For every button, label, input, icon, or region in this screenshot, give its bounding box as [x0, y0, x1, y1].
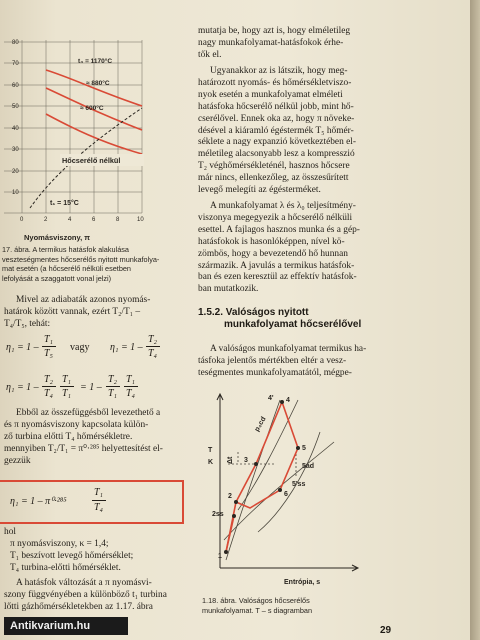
t1-label: t₁ = 15°C: [50, 200, 79, 207]
formula-denominator: T₄: [94, 502, 104, 513]
caption-line: lefolyását a szaggatott vonal jelzi): [2, 273, 112, 283]
text-line: A valóságos munkafolyamat termikus ha-: [210, 344, 367, 354]
label-3: 3: [244, 457, 248, 464]
point-2ss: [232, 514, 236, 518]
eq-lhs: η₁ = 1 –: [6, 382, 39, 393]
y-tick: 80: [12, 40, 19, 46]
text-line: tásfoka jelentős mértékben eltér a vesz-: [198, 355, 347, 366]
x-tick: 6: [92, 217, 96, 223]
label-delta-t: Δt: [227, 456, 234, 464]
label-5: 5: [302, 445, 306, 452]
eq-numerator: T₂: [148, 334, 158, 345]
formula-numerator: T₁: [94, 487, 104, 498]
y-tick: 50: [12, 104, 19, 110]
s-axis-label: Entrópia, s: [284, 579, 321, 586]
legend-line: T₄ turbina-előtti hőmérséklet.: [10, 562, 121, 573]
text-line: nagy munkafolyamat-hatásfokok érhe-: [198, 37, 344, 48]
text-line: gezzük: [4, 455, 31, 466]
y-tick: 40: [12, 126, 19, 132]
legend-line: hol: [4, 527, 16, 537]
x-tick: 2: [44, 217, 48, 223]
eq-denominator: T₅: [44, 348, 54, 359]
text-line: méletileg alacsonyabb lesz a kompresszió: [198, 149, 355, 160]
label-2: 2: [228, 493, 232, 500]
formula-lhs: η₁ = 1 – π⁰·²⁸⁵: [10, 496, 67, 507]
caption-line: 1.18. ábra. Valóságos hőcserélős: [202, 596, 310, 605]
text-line: már nincs, ellenkezőleg, az összesűrített: [198, 173, 349, 184]
heading-line: munkafolyamat hőcserélővel: [224, 319, 362, 330]
x-tick: 8: [116, 217, 120, 223]
right-paragraph-1: [198, 26, 388, 62]
text-line: Ugyanakkor az is látszik, hogy meg-: [210, 66, 348, 76]
caption-line: 17. ábra. A termikus hatásfok alakulása: [2, 245, 129, 254]
text-line: teségmentes munkafolyamatától, mégpe-: [198, 367, 352, 378]
text-line: nyok esetén a munkafolyamat elméleti: [198, 89, 343, 100]
text-line: zömbös, hogy a bevezetendő hő hunnan: [198, 248, 348, 259]
eq-numerator: T₂: [44, 374, 54, 385]
eq-numerator: T₁: [44, 334, 54, 345]
text-line: viszonya megegyezik a hőcserélő nélküli: [198, 212, 353, 223]
legend-line: T₁ beszívott levegő hőmérséklet;: [10, 550, 134, 561]
text-line: Ebből az összefüggésből levezethető a: [16, 408, 161, 418]
text-line: hatásfokok is hasonlóképpen, nível kö-: [198, 236, 345, 247]
label-1: 1: [218, 553, 222, 560]
point-6: [278, 488, 282, 492]
eq-denominator: T₁: [108, 388, 118, 399]
text-line: ban és ezen keresztül az effektív hatásfok-: [198, 272, 357, 283]
y-tick: 20: [12, 169, 19, 175]
y-tick: 60: [12, 83, 19, 89]
text-line: ban mutatkozik.: [198, 284, 259, 295]
text-line: határozott nyomás- és hőmérsékletviszo-: [198, 77, 352, 88]
eq-numerator: T₂: [108, 374, 118, 385]
x-tick: 4: [68, 217, 72, 223]
x-tick: 0: [20, 217, 24, 223]
eq-or: vagy: [70, 342, 90, 353]
text-line: T₂ véghőmérsékleténél, hasznos hőcsere: [198, 161, 350, 172]
ts-diagram: [198, 392, 388, 610]
caption-line: veszteségmentes hőcserélős nyitott munkafolya-: [2, 254, 160, 264]
label-4: 4: [286, 397, 290, 404]
eq-lhs: η₁ = 1 –: [110, 342, 143, 353]
eq-denominator: T₁: [62, 388, 72, 399]
label-4prime: 4': [268, 395, 274, 402]
symbol-legend: [4, 527, 188, 575]
x-tick: 10: [137, 217, 144, 223]
curve-label-600: ≈ 600°C: [80, 105, 104, 112]
text-line: hatásfoka hőcserélő nélkül jobb, mint hő-: [198, 101, 354, 112]
y-tick: 10: [12, 190, 19, 196]
text-line: származik. A javulás a termikus hatásfok-: [198, 260, 355, 271]
label-2ss: 2ss: [212, 511, 224, 518]
eq-mid: = 1 –: [80, 382, 102, 393]
curve-label-880: ≈ 880°C: [86, 80, 110, 87]
legend-line: π nyomásviszony, κ = 1,4;: [10, 538, 109, 549]
text-line: Mivel az adiabaták azonos nyomás-: [16, 295, 151, 305]
text-line: szony függvényében a különböző t₁ turbina: [4, 589, 167, 600]
eq-denominator: T₄: [126, 388, 136, 399]
left-paragraph-3: [4, 578, 188, 614]
label-5ad: 5ad: [302, 463, 315, 470]
point-3: [254, 462, 258, 466]
eq-numerator: T₁: [62, 374, 72, 385]
eq-denominator: T₄: [148, 348, 158, 359]
watermark: Antikvarium.hu: [4, 617, 128, 635]
text-line: ző turbina előtti T₄ hőmérsékletre.: [4, 431, 133, 442]
text-line: A munkafolyamat λ és λ₀ teljesítmény-: [210, 201, 356, 211]
text-line: lőtti gázhőmérsékletekben az 1.17. ábra: [4, 601, 153, 612]
x-axis-label: Nyomásviszony, π: [24, 233, 91, 242]
isobars: [224, 400, 334, 560]
equation-1: [6, 334, 190, 364]
right-paragraph-3: [198, 201, 388, 296]
text-line: határok között vannak, ezért T₂/T₁ –: [4, 306, 141, 317]
text-line: és π nyomásviszony kapcsolata külön-: [4, 419, 149, 430]
figure-caption-1-18: [202, 596, 388, 615]
text-line: levegő melegíti az égésterméket.: [198, 185, 321, 196]
text-line: tők el.: [198, 49, 222, 60]
curve-label-1170: t₄ = 1170°C: [78, 58, 113, 65]
eq-numerator: T₁: [126, 374, 136, 385]
left-paragraph-1: [4, 295, 188, 331]
chart-grid: [4, 40, 142, 213]
caption-line: munkafolyamat. T – s diagramban: [202, 605, 313, 615]
heading-line: 1.5.2. Valóságos nyitott: [198, 307, 309, 318]
left-paragraph-2: [4, 408, 188, 468]
text-line: mennyiben T₂/T₁ = π⁰·²⁸⁵ helyettesítést el-: [4, 443, 163, 454]
point-1: [224, 550, 228, 554]
text-line: cserélővel. Ennek oka az, hogy π növeke-: [198, 113, 355, 124]
y-tick: 70: [12, 61, 19, 67]
page-edge: [470, 0, 480, 640]
label-p4cd: p₄cd: [253, 415, 268, 433]
text-line: séklete a nagy expanzió következtében el-: [198, 137, 356, 148]
point-4: [280, 400, 284, 404]
text-line: esettel. A fajlagos hasznos munka és a gép-: [198, 224, 360, 235]
right-paragraph-2: [198, 66, 388, 197]
point-5: [296, 446, 300, 450]
label-5ss: 5'ss: [292, 481, 306, 488]
eq-denominator: T₄: [44, 388, 54, 399]
t-axis-label: T: [208, 447, 213, 454]
y-tick: 30: [12, 147, 19, 153]
figure-caption-1-17: [2, 245, 188, 283]
t-axis-unit: K: [208, 459, 214, 466]
right-paragraph-4: [198, 344, 388, 380]
equation-2: [6, 374, 190, 404]
text-line: désével a kiáramló égéstermék T₅ hőmér-: [198, 125, 354, 136]
label-6: 6: [284, 491, 288, 498]
eq-lhs: η₁ = 1 –: [6, 342, 39, 353]
efficiency-chart: [0, 30, 160, 246]
boxed-formula: [0, 480, 184, 524]
point-2: [234, 500, 238, 504]
caption-line: mat esetén (a hőcserélő nélküli esetben: [2, 264, 131, 274]
text-line: mutatja be, hogy azt is, hogy elméletileg: [198, 26, 351, 36]
region-label: Hőcserélő nélkül: [62, 156, 121, 165]
page-number: 29: [380, 625, 392, 636]
text-line: A hatásfok változását a π nyomásvi-: [16, 578, 152, 588]
text-line: T₄/T₅, tehát:: [4, 318, 51, 329]
section-heading: [198, 307, 388, 331]
